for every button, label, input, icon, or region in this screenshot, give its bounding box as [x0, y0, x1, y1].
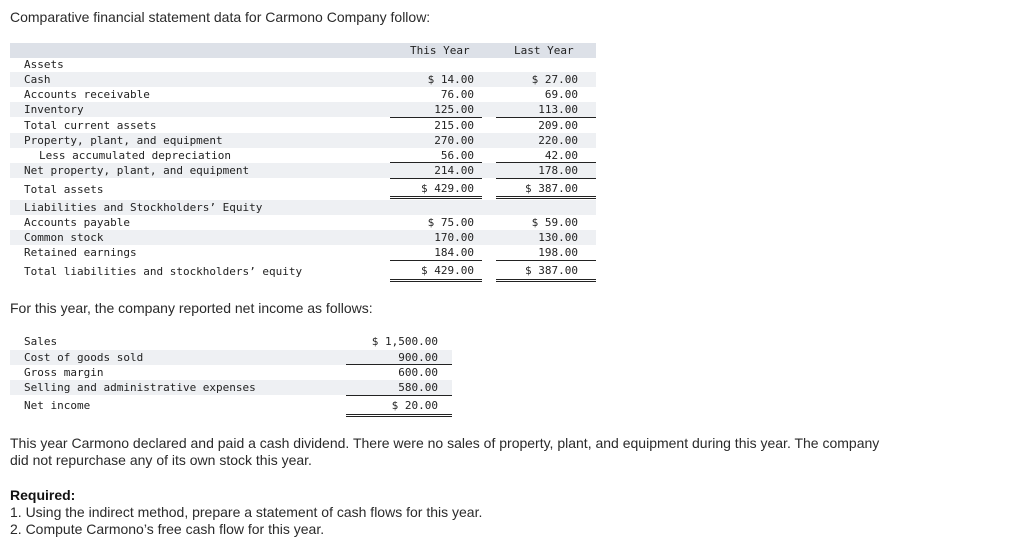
value-this-year: $ 75.00 — [427, 216, 474, 229]
row-label: Cash — [24, 73, 51, 86]
subtotal-rule — [390, 260, 482, 261]
value-last-year: $ 387.00 — [525, 182, 578, 195]
value-this-year: 76.00 — [440, 88, 474, 101]
row-label: Assets — [24, 58, 64, 71]
value-this-year: 125.00 — [434, 103, 474, 116]
value-last-year: 198.00 — [538, 246, 578, 259]
row-label: Inventory — [24, 103, 84, 116]
row-label: Sales — [24, 335, 58, 348]
value-last-year: 130.00 — [538, 231, 578, 244]
intro-text: Comparative financial statement data for Carmono Company follow: — [10, 9, 431, 25]
subtotal-rule — [390, 178, 482, 179]
col-last-year: Last Year — [514, 44, 574, 57]
value-last-year: 209.00 — [538, 119, 578, 132]
total-double-rule — [496, 196, 596, 199]
required-item-2: 2. Compute Carmono’s free cash flow for this year. — [10, 521, 325, 537]
value-last-year: 220.00 — [538, 134, 578, 147]
row-label: Net property, plant, and equipment — [24, 164, 250, 177]
subtotal-rule — [390, 117, 482, 118]
value-last-year: 113.00 — [538, 103, 578, 116]
value-this-year: 184.00 — [434, 246, 474, 259]
row-label: Total current assets — [24, 119, 157, 132]
subtotal-rule — [346, 364, 452, 365]
required-item-1: 1. Using the indirect method, prepare a statement of cash flows for this year. — [10, 504, 483, 520]
total-double-rule — [496, 279, 596, 282]
income-value: $ 1,500.00 — [371, 335, 438, 348]
row-label: Less accumulated depreciation — [39, 149, 232, 162]
income-intro-text: For this year, the company reported net income as follows: — [10, 300, 373, 316]
subtotal-rule — [496, 117, 596, 118]
subtotal-rule — [496, 162, 596, 163]
value-this-year: 215.00 — [434, 119, 474, 132]
header-band — [10, 43, 596, 58]
row-label: Selling and administrative expenses — [24, 381, 256, 394]
subtotal-rule — [390, 162, 482, 163]
value-last-year: 69.00 — [544, 88, 578, 101]
total-double-rule — [390, 196, 482, 199]
value-last-year: 178.00 — [538, 164, 578, 177]
value-this-year: $ 14.00 — [427, 73, 474, 86]
value-last-year: 42.00 — [544, 149, 578, 162]
row-label: Accounts receivable — [24, 88, 150, 101]
income-value: 600.00 — [398, 366, 438, 379]
row-label: Property, plant, and equipment — [24, 134, 223, 147]
value-last-year: $ 387.00 — [525, 264, 578, 277]
subtotal-rule — [496, 260, 596, 261]
row-label: Net income — [24, 399, 91, 412]
note-text: This year Carmono declared and paid a cash dividend. There were no sales of property, plant, and equipment during this year. The company did not repurchase any of its own stock this year. — [10, 435, 880, 468]
value-this-year: 56.00 — [440, 149, 474, 162]
row-label: Total assets — [24, 183, 104, 196]
row-label: Common stock — [24, 231, 104, 244]
row-label: Cost of goods sold — [24, 351, 144, 364]
value-last-year: $ 59.00 — [531, 216, 578, 229]
income-value: $ 20.00 — [391, 399, 438, 412]
value-this-year: $ 429.00 — [421, 264, 474, 277]
subtotal-rule — [496, 178, 596, 179]
value-this-year: $ 429.00 — [421, 182, 474, 195]
subtotal-rule — [346, 395, 452, 396]
total-double-rule — [346, 414, 452, 417]
value-this-year: 214.00 — [434, 164, 474, 177]
row-label: Gross margin — [24, 366, 104, 379]
row-label: Accounts payable — [24, 216, 130, 229]
row-label: Total liabilities and stockholders’ equity — [24, 265, 303, 278]
value-this-year: 270.00 — [434, 134, 474, 147]
col-this-year: This Year — [410, 44, 470, 57]
value-last-year: $ 27.00 — [531, 73, 578, 86]
income-value: 900.00 — [398, 351, 438, 364]
value-this-year: 170.00 — [434, 231, 474, 244]
row-label: Liabilities and Stockholders’ Equity — [24, 201, 263, 214]
total-double-rule — [390, 279, 482, 282]
income-value: 580.00 — [398, 381, 438, 394]
row-label: Retained earnings — [24, 246, 137, 259]
required-heading: Required: — [10, 487, 76, 503]
